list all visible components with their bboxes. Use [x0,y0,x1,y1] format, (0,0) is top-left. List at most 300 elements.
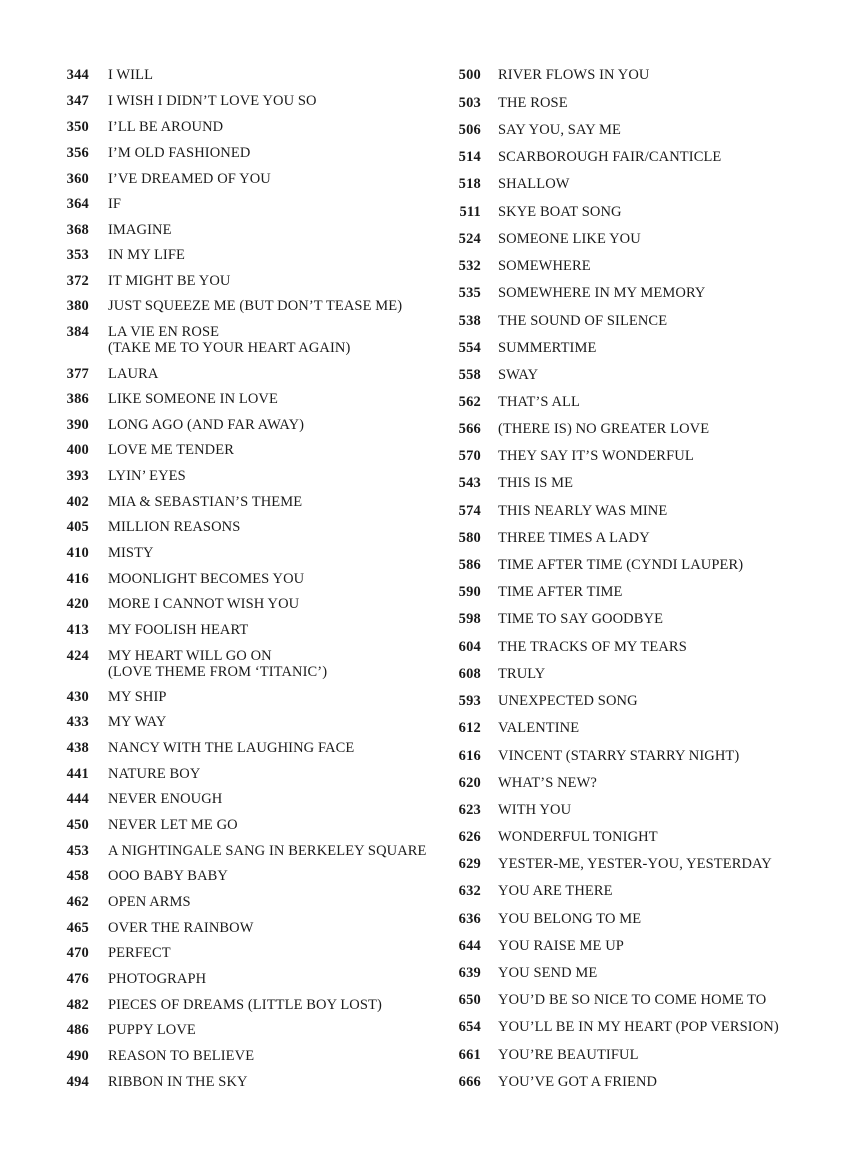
page-number: 654 [458,1019,481,1035]
song-title [108,1022,196,1038]
song-title-line: NEVER ENOUGH [108,791,223,807]
song-title [498,258,591,274]
song-title-line: YESTER-ME, YESTER-YOU, YESTERDAY [498,856,772,872]
song-title [108,817,238,833]
page-number: 470 [66,945,89,961]
contents-entry [52,494,302,510]
song-title [498,856,772,872]
song-title [108,222,172,238]
song-title-line: MY FOOLISH HEART [108,622,249,638]
page-number: 420 [66,596,89,612]
contents-entry [52,689,167,705]
contents-entry [52,945,171,961]
song-title-line: THIS IS ME [498,475,574,491]
song-title [498,1074,657,1090]
song-title [108,945,171,961]
page-number: 616 [458,748,481,764]
page-number: 433 [66,714,89,730]
page-number: 590 [458,584,481,600]
page-number: 661 [458,1047,481,1063]
page-number: 580 [458,530,481,546]
song-title-line: YOU’VE GOT A FRIEND [498,1074,658,1090]
contents-entry [52,622,248,638]
song-title-line: SWAY [498,367,539,383]
page-number: 364 [66,196,89,212]
song-subtitle-line: (LOVE THEME FROM ‘TITANIC’) [108,664,328,680]
song-title [498,639,687,655]
song-title [108,920,254,936]
song-title [108,843,427,859]
contents-entry [52,222,172,238]
song-title-line: LIKE SOMEONE IN LOVE [108,391,278,407]
song-title [498,394,580,410]
page-number: 500 [458,67,481,83]
song-title-line: RIBBON IN THE SKY [108,1074,248,1090]
page-number: 356 [66,145,89,161]
contents-entry [442,775,597,791]
song-title [108,67,153,83]
song-title [498,938,624,954]
page-number: 598 [458,611,481,627]
page-number: 372 [66,273,89,289]
song-title-line: LAURA [108,366,159,382]
song-title-line: OPEN ARMS [108,894,191,910]
contents-entry [442,258,591,274]
song-title-line: NATURE BOY [108,766,201,782]
song-title-line: TIME TO SAY GOODBYE [498,611,664,627]
song-title [498,802,571,818]
page-number: 506 [458,122,481,138]
song-title-line: I’M OLD FASHIONED [108,145,251,161]
page-number: 586 [458,557,481,573]
song-title-line: PIECES OF DREAMS (LITTLE BOY LOST) [108,997,382,1013]
contents-entry [52,93,317,109]
contents-entry [442,802,571,818]
page-number: 353 [66,247,89,263]
contents-entry [442,67,650,83]
page-number: 639 [458,965,481,981]
contents-entry [442,503,667,519]
page-number: 377 [66,366,89,382]
song-title [498,829,658,845]
song-title [108,298,402,314]
song-title [108,766,200,782]
song-title-line: I’VE DREAMED OF YOU [108,171,271,187]
song-title-line: THE ROSE [498,95,568,111]
contents-entry [442,231,641,247]
song-title [108,247,185,263]
contents-entry [52,920,254,936]
song-title-line: MISTY [108,545,154,561]
page-number: 410 [66,545,89,561]
page-number: 380 [66,298,89,314]
page-number: 543 [458,475,481,491]
song-title-line: SOMEONE LIKE YOU [498,231,641,247]
contents-entry [442,584,622,600]
contents-entry [442,720,579,736]
song-title [498,911,641,927]
song-title [498,475,573,491]
song-title-line: LONG AGO (AND FAR AWAY) [108,417,305,433]
song-title-line: THREE TIMES A LADY [498,530,650,546]
contents-entry [442,95,568,111]
page-number: 424 [66,648,89,664]
song-title [108,997,382,1013]
song-title-line: TIME AFTER TIME [498,584,623,600]
song-title-line: NEVER LET ME GO [108,817,238,833]
song-title [498,149,721,165]
page-number: 620 [458,775,481,791]
contents-entry [442,1074,657,1090]
song-title-line: MY SHIP [108,689,167,705]
page-number: 486 [66,1022,89,1038]
song-title-line: MY WAY [108,714,167,730]
page-number: 405 [66,519,89,535]
page-number: 476 [66,971,89,987]
contents-entry [52,417,304,433]
song-title [108,171,271,187]
song-title [108,648,327,680]
contents-entry [442,557,743,573]
page-number: 636 [458,911,481,927]
page-number: 400 [66,442,89,458]
page-number: 554 [458,340,481,356]
song-title-line: THEY SAY IT’S WONDERFUL [498,448,694,464]
contents-entry [442,1047,639,1063]
song-title-line: OVER THE RAINBOW [108,920,254,936]
song-title-line: YOU SEND ME [498,965,598,981]
contents-entry [442,693,638,709]
page-number: 608 [458,666,481,682]
song-title-line: THE TRACKS OF MY TEARS [498,639,687,655]
song-title [108,273,230,289]
song-title [498,231,641,247]
page-number: 347 [66,93,89,109]
contents-entry [442,666,545,682]
page-number: 604 [458,639,481,655]
page-number: 650 [458,992,481,1008]
page-number: 453 [66,843,89,859]
song-title-line: YOU’LL BE IN MY HEART (POP VERSION) [498,1019,779,1035]
contents-entry [442,313,667,329]
page-number: 518 [458,176,481,192]
song-title-line: MORE I CANNOT WISH YOU [108,596,300,612]
song-title [108,324,350,356]
song-title [498,693,638,709]
page-number: 384 [66,324,89,340]
page-number: 623 [458,802,481,818]
song-title [498,720,579,736]
contents-entry [442,448,694,464]
song-title [498,1019,779,1035]
song-title-line: MILLION REASONS [108,519,241,535]
page-number: 629 [458,856,481,872]
song-title-line: SOMEWHERE IN MY MEMORY [498,285,706,301]
page-number: 574 [458,503,481,519]
page-number: 344 [66,67,89,83]
page-number: 503 [458,95,481,111]
song-title [108,468,186,484]
contents-entry [442,367,538,383]
song-title [498,992,766,1008]
page-number: 458 [66,868,89,884]
contents-entry [52,791,222,807]
song-title [498,557,743,573]
song-title [498,611,663,627]
song-title [108,366,158,382]
contents-entry [52,545,154,561]
song-title-line: LA VIE EN ROSE [108,324,220,340]
song-title-line: SKYE BOAT SONG [498,204,622,220]
contents-entry [52,766,200,782]
page-number: 390 [66,417,89,433]
contents-entry [52,196,121,212]
song-title-line: I WILL [108,67,154,83]
song-title [498,666,545,682]
contents-entry [442,965,597,981]
song-title-line: I’LL BE AROUND [108,119,224,135]
song-title [108,791,222,807]
page-number: 570 [458,448,481,464]
song-title-line: JUST SQUEEZE ME (BUT DON’T TEASE ME) [108,298,403,314]
contents-entry [442,856,772,872]
page-number: 566 [458,421,481,437]
song-title [108,894,191,910]
song-title-line: PERFECT [108,945,171,961]
song-title-line: UNEXPECTED SONG [498,693,638,709]
contents-entry [52,997,382,1013]
page-number: 558 [458,367,481,383]
contents-entry [442,122,621,138]
contents-entry [442,475,573,491]
contents-entry [52,843,427,859]
page-number: 465 [66,920,89,936]
song-title-line: MY HEART WILL GO ON [108,648,272,664]
contents-entry [442,1019,779,1035]
song-title-line: YOU BELONG TO ME [498,911,642,927]
contents-entry [442,421,709,437]
contents-entry [52,171,271,187]
page-number: 532 [458,258,481,274]
song-title [498,204,622,220]
page-number: 450 [66,817,89,833]
song-title [108,868,228,884]
contents-entry [52,366,158,382]
contents-entry [442,340,596,356]
song-title-line: TIME AFTER TIME (CYNDI LAUPER) [498,557,744,573]
song-title-line: PUPPY LOVE [108,1022,196,1038]
song-title-line: YOU’RE BEAUTIFUL [498,1047,639,1063]
song-title [108,1074,248,1090]
page-number: 386 [66,391,89,407]
page-number: 666 [458,1074,481,1090]
song-title [108,740,354,756]
contents-entry [52,273,230,289]
contents-entry [52,442,234,458]
song-title-line: SOMEWHERE [498,258,591,274]
contents-entry [52,894,191,910]
song-title-line: A NIGHTINGALE SANG IN BERKELEY SQUARE [108,843,427,859]
song-title-line: NANCY WITH THE LAUGHING FACE [108,740,355,756]
song-title-line: REASON TO BELIEVE [108,1048,255,1064]
song-title [498,313,667,329]
page-number: 626 [458,829,481,845]
song-title [108,196,121,212]
contents-entry [52,119,223,135]
song-title-line: IF [108,196,122,212]
contents-entry [52,1074,248,1090]
song-title [108,971,206,987]
song-title [108,119,223,135]
song-title [498,95,568,111]
contents-entry [442,530,650,546]
contents-entry [52,468,186,484]
page-number: 413 [66,622,89,638]
song-title [108,714,166,730]
contents-entry [442,285,706,301]
page-number: 562 [458,394,481,410]
song-title-line: YOU ARE THERE [498,883,613,899]
page-number: 438 [66,740,89,756]
song-title-line: WHAT’S NEW? [498,775,597,791]
song-title [108,1048,254,1064]
contents-entry [442,611,663,627]
song-title-line: VINCENT (STARRY STARRY NIGHT) [498,748,740,764]
contents-entry [442,176,570,192]
contents-entry [52,971,206,987]
page-number: 490 [66,1048,89,1064]
song-title-line: THAT’S ALL [498,394,580,410]
song-title [498,176,570,192]
song-title [108,622,248,638]
song-title-line: RIVER FLOWS IN YOU [498,67,650,83]
contents-entry [52,648,327,680]
contents-entry [52,817,238,833]
contents-entry [442,911,641,927]
page-number: 612 [458,720,481,736]
page-number: 430 [66,689,89,705]
song-title [498,1047,639,1063]
song-title-line: SUMMERTIME [498,340,597,356]
song-title [498,883,613,899]
song-title-line: LOVE ME TENDER [108,442,234,458]
contents-entry [442,394,580,410]
page-number: 402 [66,494,89,510]
song-title-line: SCARBOROUGH FAIR/CANTICLE [498,149,722,165]
song-title [498,448,694,464]
song-title-line: (THERE IS) NO GREATER LOVE [498,421,710,437]
song-title [108,145,250,161]
song-title [108,545,154,561]
song-title [108,571,304,587]
song-title [498,530,650,546]
song-title [498,748,739,764]
song-title-line: YOU RAISE ME UP [498,938,624,954]
page-number: 360 [66,171,89,187]
page-number: 416 [66,571,89,587]
contents-entry [52,740,354,756]
page-number: 350 [66,119,89,135]
song-title [108,689,167,705]
song-title-line: SHALLOW [498,176,570,192]
song-title-line: IN MY LIFE [108,247,185,263]
song-subtitle-line: (TAKE ME TO YOUR HEART AGAIN) [108,340,351,356]
contents-entry [442,639,687,655]
song-title-line: THE SOUND OF SILENCE [498,313,668,329]
song-title-line: MOONLIGHT BECOMES YOU [108,571,305,587]
page-number: 524 [458,231,481,247]
page-number: 514 [458,149,481,165]
song-title [498,965,597,981]
song-title [108,391,278,407]
song-title [498,421,709,437]
page-number: 444 [66,791,89,807]
song-title-line: WITH YOU [498,802,572,818]
contents-entry [52,247,185,263]
song-title [498,503,667,519]
song-title-line: YOU’D BE SO NICE TO COME HOME TO [498,992,767,1008]
contents-entry [442,992,766,1008]
song-title [498,122,621,138]
song-title-line: IMAGINE [108,222,172,238]
contents-entry [52,596,299,612]
contents-entry [442,883,613,899]
contents-entry [52,298,402,314]
song-title [108,93,317,109]
page-number: 644 [458,938,481,954]
song-title [498,775,597,791]
song-title [108,442,234,458]
song-title-line: THIS NEARLY WAS MINE [498,503,668,519]
contents-entry [52,324,350,356]
song-title [108,494,302,510]
page-number: 441 [66,766,89,782]
song-title-line: I WISH I DIDN’T LOVE YOU SO [108,93,317,109]
song-title [108,596,299,612]
contents-entry [442,748,739,764]
contents-entry [52,145,250,161]
page-number: 494 [66,1074,89,1090]
song-title-line: LYIN’ EYES [108,468,186,484]
song-title-line: WONDERFUL TONIGHT [498,829,658,845]
page-number: 535 [458,285,481,301]
song-title-line: TRULY [498,666,546,682]
contents-entry [52,868,228,884]
song-title [498,584,622,600]
page-number: 511 [459,204,481,220]
song-title-line: VALENTINE [498,720,580,736]
song-title-line: SAY YOU, SAY ME [498,122,621,138]
song-title [498,367,538,383]
song-title [108,519,240,535]
contents-entry [52,714,166,730]
page-number: 632 [458,883,481,899]
contents-entry [52,1048,254,1064]
contents-entry [442,204,622,220]
song-title-line: PHOTOGRAPH [108,971,207,987]
song-title-line: IT MIGHT BE YOU [108,273,231,289]
page-number: 593 [458,693,481,709]
song-title [498,285,706,301]
page-number: 462 [66,894,89,910]
page-number: 482 [66,997,89,1013]
contents-entry [442,149,721,165]
song-title [498,340,596,356]
contents-entry [52,1022,196,1038]
contents-entry [52,571,304,587]
page-number: 538 [458,313,481,329]
contents-entry [442,938,624,954]
